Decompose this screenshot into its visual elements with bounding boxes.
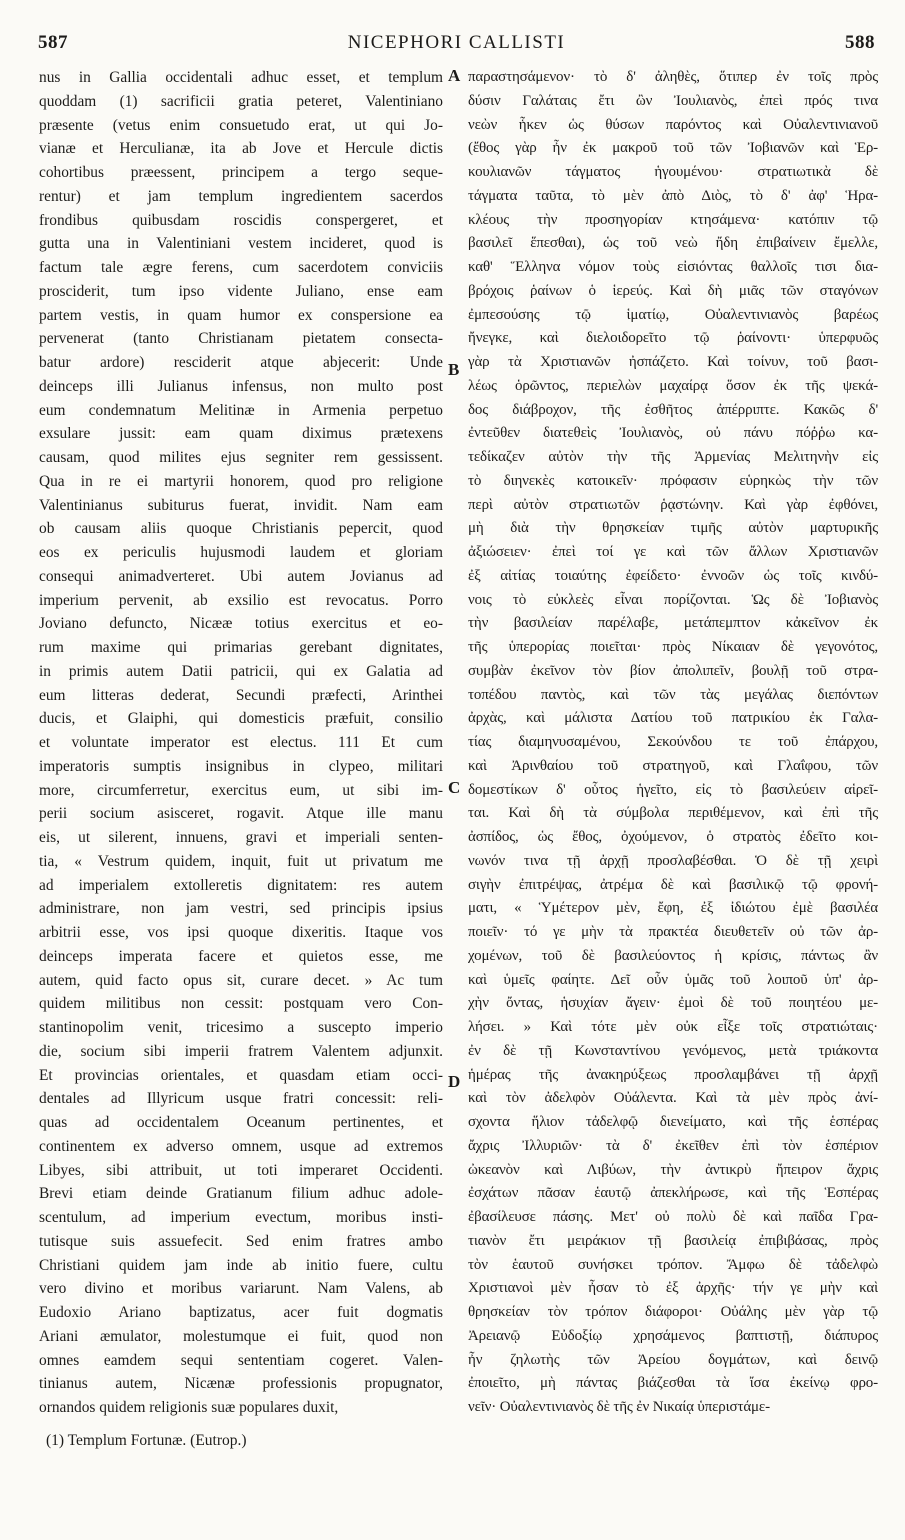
- greek-text-line: Χριστιανοὶ μὲν ἦσαν τὸ ἐξ ἀρχῆς· τήν γε μὴν καὶ: [468, 1280, 878, 1297]
- latin-text-line: tutisque suis assuefecit. Sed enim fratres ambo: [39, 1232, 443, 1250]
- latin-text-line: frondibus quibusdam roscidis conspergeret, et: [39, 211, 443, 229]
- greek-text-line: παραστησάμενον· τὸ δ' ἀληθὲς, ὅτιπερ ἐν τοῖς πρὸς: [468, 69, 878, 85]
- latin-text-line: quas ad occidentalem Oceanum pertinentes, et: [39, 1114, 443, 1131]
- greek-text-line: τὴν βασιλείαν παρέλαβε, μετάπεμπτον κἀκεῖνον ἐκ: [468, 615, 878, 632]
- greek-text-line: τάγματα ταῦτα, τὸ μὲν ἀπὸ Διὸς, τὸ δ' ἀφ' Ἡρα-: [468, 187, 878, 204]
- greek-text-line: ἤνεγκε, καὶ διελοιδορεῖτο τῷ ῥαίνοντι· ὑπερφυῶς: [468, 330, 878, 347]
- greek-text-line: ματι, « Ὑμέτερον μὲν, ἔφη, ἐξ ἰδιώτου ἐμὲ βασιλέα: [468, 900, 878, 917]
- greek-text-line: καὶ ὑμεῖς φαίητε. Δεῖ οὖν ὑμᾶς τοῦ λοιποῦ ὑπ' ἀρ-: [468, 971, 878, 988]
- latin-text-line: Et provincias orientales, et quasdam etiam occi-: [39, 1066, 443, 1084]
- latin-text-line: eum litteras dederat, Secundi præfecti, Arinthei: [39, 686, 443, 704]
- latin-text-line: tia, « Vestrum quidem, inquit, fuit ut privatum me: [39, 852, 443, 870]
- greek-text-line: τιανὸν ἔτι μειράκιον τῇ βασιλείᾳ ἐπιβιβάσας, πρὸς: [468, 1232, 878, 1249]
- latin-text-line: Ariani æmulator, molestumque ei fuit, quod non: [39, 1327, 443, 1345]
- greek-text-line: ἐξ αἰτίας τοιαύτης ἐφείδετο· ἐννοῶν ὡς τοῖς κινδύ-: [468, 567, 878, 584]
- greek-text-line: δομεστίκων δ' οὗτος ἡγεῖτο, εἰς τὸ βασιλεύειν αἱρεῖ-: [468, 781, 878, 798]
- greek-text-line: τεδίκαζεν αὐτὸν τὴν τῆς Ἀρμενίας Μελιτηνὴν εἰς: [468, 449, 878, 465]
- latin-text-line: in primis autem Datii patricii, qui ex Galatia ad: [39, 662, 443, 680]
- greek-text-line: καθ' Ἕλληνα νόμον τοὺς εἰσιόντας θαλλοῖς τισι δια-: [468, 259, 878, 275]
- latin-text-line: et voluntate imperator est electus. 111 Et cum: [39, 734, 443, 751]
- latin-text-line: partem vestis, in quam humor ex conspersione ea: [39, 306, 443, 324]
- latin-text-line: eos ex periculis hujusmodi laudem et gloriam: [39, 544, 443, 561]
- latin-text-line: continentem ex adverso omnem, usque ad extremos: [39, 1137, 443, 1155]
- greek-text-line: νωνόν τινα τῇ ἀρχῇ προσλαβέσθαι. Ὁ δὲ τῇ χειρὶ: [468, 852, 878, 869]
- greek-text-line: βρόχοις ῥαίνων ὁ ἱερεύς. Καὶ δὴ μιᾶς τῶν σταγόνων: [468, 282, 878, 299]
- greek-text-line: ἐμπεσούσης τῷ ἱματίῳ, Οὐαλεντινιανὸς βαρέως: [468, 306, 878, 323]
- latin-text-line: nus in Gallia occidentali adhuc esset, et templum: [39, 69, 443, 86]
- latin-text-line: autem, quid facto opus sit, curare decet. » Ac tum: [39, 971, 443, 989]
- latin-text-line: more, circumferretur, exercitus eum, ut sibi im-: [39, 781, 443, 799]
- page-number-right: 588: [845, 32, 875, 53]
- latin-text-line: deinceps imperata facere et quietos esse, me: [39, 947, 443, 965]
- margin-letter-d: D: [448, 1072, 461, 1091]
- page-number-left: 587: [38, 32, 68, 53]
- greek-text-line: περὶ αὐτὸν στρατιωτῶν ῥᾳστώνην. Καὶ γὰρ ἐφθόνει,: [468, 496, 878, 513]
- greek-text-line: ἐσχάτων πᾶσαν ἑαυτῷ ἀπεκλήρωσε, καὶ τῆς Ἑσπέρας: [468, 1185, 878, 1202]
- latin-text-line: ob causam aliis quoque Christianis pepercit, quod: [39, 520, 443, 538]
- footnote: (1) Templum Fortunæ. (Eutrop.): [46, 1432, 247, 1449]
- latin-text-line: consequi animadverteret. Ubi autem Jovianus ad: [39, 567, 443, 585]
- latin-text-line: exsulare jussit: eam quam diximus prætexens: [39, 425, 443, 443]
- latin-text-line: præsente (vetus enim consuetudo erat, ut qui Jo-: [39, 116, 443, 134]
- greek-text-line: ἀσπίδος, ὡς ἔθος, ὀχούμενον, ὁ στρατὸς ἐδεῖτο κοι-: [468, 829, 878, 845]
- greek-text-line: ἦν ζηλωτὴς τῶν Ἀρείου δογμάτων, καὶ δεινῷ: [468, 1351, 878, 1368]
- latin-text-line: Eudoxio Ariano baptizatus, acer fuit dogmatis: [39, 1304, 443, 1321]
- latin-text-line: perii socium asisceret, rogavit. Atque ille manu: [39, 805, 443, 823]
- greek-text-line: Ἀρειανῷ Εὐδοξίῳ χρησάμενος βαπτιστῇ, διάπυρος: [468, 1327, 878, 1344]
- greek-text-line: τὸν ἑαυτοῦ συνήσκει τρόπον. Ἄμφω δὲ τἀδελφὼ: [468, 1256, 878, 1273]
- running-title: NICEPHORI CALLISTI: [347, 32, 566, 53]
- greek-text-line: ὠκεανὸν καὶ Λιβύων, τὴν ἀντικρὺ ἤπειρον ἄχρις: [468, 1161, 878, 1178]
- greek-text-line: ἀρχὰς, καὶ μάλιστα Δατίου τοῦ πατρικίου ἐκ Γαλα-: [468, 710, 878, 727]
- greek-text-line: νεὼν ἧκεν ὡς θύσων παρόντος καὶ Οὐαλεντινιανοῦ: [468, 116, 878, 133]
- latin-text-line: Christiani quidem jam inde ab initio fuere, cultu: [39, 1256, 443, 1274]
- greek-text-line: νεῖν· Οὐαλεντινιανὸς δὲ τῆς ἐν Νικαίᾳ ὑπεριστάμε-: [468, 1399, 770, 1415]
- latin-text-line: eum condemnatum Melitinæ in Armenia perpetuo: [39, 401, 443, 419]
- greek-text-line: ἐβασίλευσε πάσης. Μετ' οὐ πολὺ δὲ καὶ παῖδα Γρα-: [468, 1209, 878, 1225]
- latin-text-line: eis, ut silerent, innuens, gravi et imperiali senten-: [39, 829, 443, 846]
- greek-text-line: ἐντεῦθεν διατεθεὶς Ἰουλιανὸς, οὐ πάνυ πόῤῥω κα-: [468, 425, 878, 442]
- greek-text-line: χομένων, τοῦ δὲ βασιλεύοντος ἡ κρίσις, πάντως ἂν: [468, 947, 878, 964]
- greek-text-line: ἐν δὲ τῇ Κωνσταντίνου γενόμενος, μετὰ τριάκοντα: [468, 1042, 878, 1059]
- latin-text-line: factum tale ægre ferens, cum sacerdotem conviciis: [39, 259, 443, 276]
- latin-text-line: imperium pervenit, ab exsilio est revocatus. Porro: [39, 591, 443, 609]
- latin-text-line: Valentinianus subiturus fuerat, invidit. Nam eam: [39, 496, 443, 514]
- greek-text-line: λέως ὁρῶντος, περιελὼν μαχαίρᾳ ὅσον ἐκ τῆς ψεκά-: [468, 377, 878, 394]
- latin-column: [39, 66, 443, 1420]
- greek-text-line: νοις τὸ εὐκλεὲς εἶναι πορίζονται. Ὡς δὲ Ἰοβιανὸς: [468, 591, 878, 608]
- latin-text-line: scentulum, ad imperium evectum, moribus insti-: [39, 1209, 443, 1226]
- greek-text-line: (ἔθος γὰρ ἦν ἐκ μακροῦ τοῦ τῶν Ἰοβιανῶν καὶ Ἑρ-: [468, 140, 878, 157]
- greek-text-line: ται. Καὶ δὴ τὰ σύμβολα περιθέμενον, καὶ ἐπὶ τῆς: [468, 805, 878, 822]
- latin-text-line: causam, quod milites ejus segniter rem gessissent.: [39, 449, 443, 466]
- latin-text-line: gutta una in Valentiniani vestem incideret, quod is: [39, 235, 443, 253]
- greek-text-line: σιγὴν ἐπιτρέψας, ἀτρέμα δὲ καὶ βασιλικῷ τῷ φρονή-: [468, 876, 878, 893]
- latin-text-line: prosciderit, tum ipso vidente Juliano, ense eam: [39, 282, 443, 300]
- latin-text-line: vero divino et moribus variarunt. Nam Valens, ab: [39, 1280, 443, 1298]
- greek-text-line: καὶ τὸν ἀδελφὸν Οὐάλεντα. Καὶ τὰ μὲν πρὸς ἀνί-: [468, 1090, 878, 1107]
- latin-text-line: pervenerat (tanto Christianam pietatem consecta-: [39, 330, 443, 348]
- latin-text-line: deinceps illi Julianus infensus, non multo post: [39, 377, 443, 395]
- latin-text-line: Libyes, sibi attribuit, ut toti imperaret Occidenti.: [39, 1161, 443, 1179]
- greek-text-line: συμβὰν ἐκεῖνον τὸν βίον ἀπολιπεῖν, βουλῇ τοῦ στρα-: [468, 662, 878, 679]
- latin-text-line: Brevi etiam deinde Gratianum filium adhuc adole-: [39, 1185, 443, 1203]
- latin-text-line: tinianus autem, Nicænæ professionis propugnator,: [39, 1375, 443, 1393]
- latin-text-line: Qua in re ei martyrii honorem, quod pro religione: [39, 472, 443, 490]
- latin-text-line: quoddam (1) sacrificii gratia peteret, Valentiniano: [39, 92, 443, 110]
- margin-letter-a: A: [448, 66, 461, 85]
- greek-text-line: ἀξιώσειεν· ἐπεὶ τοί γε καὶ τῶν ἄλλων Χριστιανῶν: [468, 544, 878, 560]
- greek-text-line: ἄχρις Ἰλλυριῶν· τὰ δ' ἐκεῖθεν ἐπὶ τὸν ἑσπέριον: [468, 1137, 878, 1154]
- greek-text-line: κουλιανῶν τάγματος ἡγουμένου· στρατιωτικὰ δὲ: [468, 164, 878, 180]
- greek-text-line: καὶ Ἀρινθαίου τοῦ στρατηγοῦ, καὶ Γλαΐφου, τῶν: [468, 757, 878, 774]
- greek-text-line: τοπέδου παντὸς, καὶ τῶν τὰς μεγάλας διεπόντων: [468, 686, 878, 703]
- greek-text-line: δος διάβροχον, τῆς ἐσθῆτος ἀπέρριπτε. Κακῶς δ': [468, 401, 878, 418]
- latin-text-line: quidem militibus non cessit: postquam vero Con-: [39, 995, 443, 1013]
- latin-text-line: batur ardore) resciderit atque abjecerit: Unde: [39, 354, 443, 371]
- latin-text-line: rum maxime qui primarias gerebant dignitates,: [39, 639, 443, 656]
- latin-text-line: vianæ et Herculianæ, ita ab Jove et Hercule dictis: [39, 140, 443, 158]
- greek-text-line: χὴν ὄντας, ἡσυχίαν ἄγειν· ἐμοὶ δὲ τοῦ ποιητέου με-: [468, 995, 878, 1012]
- greek-text-line: γὰρ τὰ Χριστιανῶν ἠσπάζετο. Καὶ τοίνυν, τοῦ βασι-: [468, 354, 878, 370]
- greek-text-line: κλέους τὴν προσηγορίαν κτησάμενα· κατόπιν τῷ: [468, 211, 878, 228]
- greek-text-line: ἐποιεῖτο, μὴ πάντας βιάζεσθαι τὰ ἴσα ἐκείνῳ φρο-: [468, 1375, 878, 1392]
- greek-text-line: θρησκείαν τὸν τρόπον διάφοροι· Οὐάλης μὲν γὰρ τῷ: [468, 1304, 878, 1320]
- latin-text-line: ornandos quidem religionis suæ populares duxit,: [39, 1399, 339, 1416]
- greek-text-line: βασιλεῖ ἕπεσθαι), ὡς τοῦ νεὼ ἤδη ἐπιβαίνειν ἔμελλε,: [468, 235, 878, 252]
- latin-text-line: ducis, et Glaiphi, qui domesticis præfuit, consilio: [39, 710, 443, 728]
- latin-text-line: die, socium sibi imperii fratrem Valentem adjunxit.: [39, 1042, 443, 1060]
- latin-text-line: dentales ad Illyricum usque fratri concessit: reli-: [39, 1090, 443, 1108]
- greek-text-line: μὴ διὰ τὴν θρησκείαν τιμῆς αὐτὸν μαρτυρικῆς: [468, 520, 878, 537]
- latin-text-line: administrare, non jam vestri, sed principis ipsius: [39, 900, 443, 918]
- latin-text-line: omnes eamdem sequi sententiam cogeret. Valen-: [39, 1351, 443, 1369]
- latin-text-line: arbitrii esse, vos ipsi quoque dixeritis. Itaque vos: [39, 924, 443, 941]
- latin-text-line: cohortibus præessent, principem a tergo seque-: [39, 164, 443, 181]
- greek-text-line: σχοντα ἥλιον τἀδελφῷ διενείματο, καὶ τῆς ἑσπέρας: [468, 1114, 878, 1130]
- greek-text-line: ἡμέρας τῆς ἀνακηρύξεως προσλαμβάνει τῇ ἀρχῇ: [468, 1066, 878, 1083]
- greek-text-line: τὸ διηνεκὲς κατοικεῖν· πρόφασιν εὑρηκὼς τὴν τῶν: [468, 472, 878, 489]
- latin-text-line: ad imperialem extolleretis dignitatem: res autem: [39, 876, 443, 894]
- greek-text-line: δύσιν Γαλάταις ἔτι ὢν Ἰουλιανὸς, ἐπεὶ πρός τινα: [468, 92, 878, 109]
- latin-text-line: rentur) et jam templum ingredientem sacerdos: [39, 187, 443, 205]
- greek-text-line: λήσει. » Καὶ τότε μὲν οὐκ εἶξε τοῖς στρατιώταις·: [468, 1019, 878, 1035]
- margin-letter-c: C: [448, 778, 461, 797]
- latin-text-line: imperatoris sumptis insignibus in clypeo, militari: [39, 757, 443, 775]
- greek-column: [468, 66, 878, 1420]
- page-header: [38, 32, 875, 58]
- greek-text-line: τίας διαμηνυσαμένου, Σεκούνδου τε τοῦ ἐπάρχου,: [468, 734, 878, 750]
- greek-text-line: ποιεῖν· τό γε μὴν τὰ πρακτέα διευθετεῖν οὐ τῶν ἀρ-: [468, 924, 878, 940]
- margin-letter-b: B: [448, 360, 460, 379]
- greek-text-line: τῆς ὑπερορίας ποιεῖται· πρὸς Νίκαιαν δὲ γεγονότος,: [468, 639, 878, 655]
- latin-text-line: stantinopolim venit, tricesimo a suscepto imperio: [39, 1019, 443, 1036]
- latin-text-line: Joviano defuncto, Nicææ totius exercitus et eo-: [39, 615, 443, 633]
